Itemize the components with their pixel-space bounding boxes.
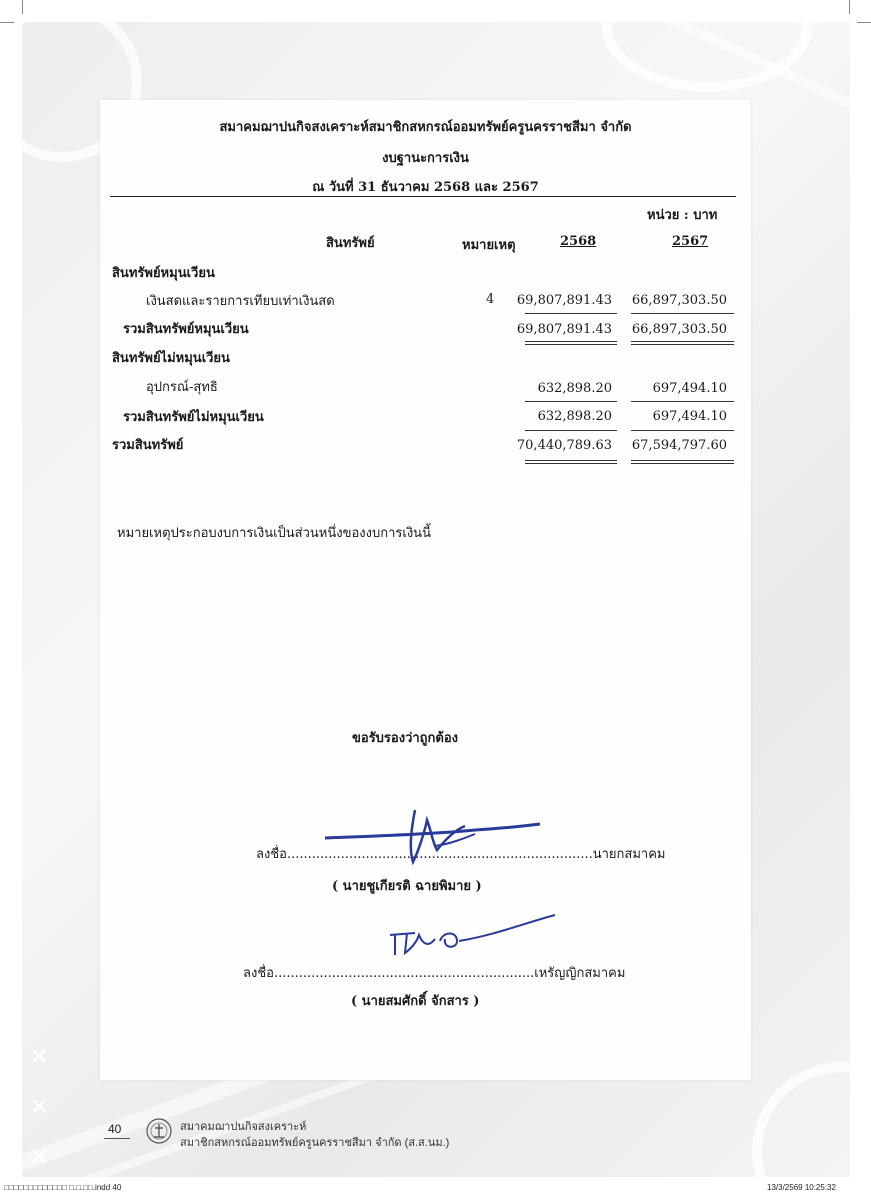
decor-x-icon: ✕	[30, 1145, 49, 1170]
decor-arc	[752, 1062, 850, 1177]
noncurrent-heading: สินทรัพย์ไม่หมุนเวียน	[112, 351, 230, 366]
total-current-2567: 66,897,303.50	[631, 322, 727, 337]
signature-dots: ..........................................................................	[286, 847, 593, 862]
current-assets-heading: สินทรัพย์หมุนเวียน	[112, 266, 215, 281]
total-current-2568: 69,807,891.43	[516, 322, 612, 337]
footer-org-line-1: สมาคมฌาปนกิจสงเคราะห์	[180, 1121, 307, 1133]
col-header-assets: สินทรัพย์	[326, 236, 375, 251]
footer-org-line-2: สมาชิกสหกรณ์ออมทรัพย์ครูนครราชสีมา จำกัด (ส.ส.นม.)	[180, 1137, 450, 1149]
subtotal-rule	[525, 401, 617, 402]
crop-mark	[0, 22, 14, 23]
equipment-2567: 697,494.10	[652, 381, 727, 396]
crop-mark	[849, 0, 850, 14]
signature-treasurer-icon	[385, 905, 565, 965]
subtotal-rule	[525, 313, 617, 314]
certification-text: ขอรับรองว่าถูกต้อง	[352, 731, 459, 746]
crop-mark	[857, 22, 871, 23]
header-rule	[110, 196, 736, 197]
double-rule	[631, 341, 734, 342]
col-header-2567: 2567	[672, 234, 709, 249]
subtotal-rule	[631, 313, 734, 314]
double-rule	[525, 341, 617, 342]
cash-note: 4	[486, 292, 495, 307]
unit-label: หน่วย : บาท	[647, 208, 718, 223]
double-rule	[631, 344, 734, 345]
statement-title: งบฐานะการเงิน	[382, 151, 469, 166]
total-assets-2568: 70,440,789.63	[516, 438, 612, 453]
subtotal-rule	[525, 430, 617, 431]
page-number: 40	[108, 1122, 122, 1136]
equipment-label: อุปกรณ์-สุทธิ	[146, 380, 218, 395]
double-rule	[525, 460, 617, 461]
signature-line-treasurer	[243, 962, 625, 983]
association-logo-icon	[146, 1118, 172, 1144]
financial-statement-sheet	[100, 100, 751, 1080]
total-assets-2567: 67,594,797.60	[631, 438, 727, 453]
total-assets-label: รวมสินทรัพย์	[112, 438, 184, 453]
signer-name-treasurer: ( นายสมศักดิ์ จักสาร )	[351, 994, 480, 1009]
cash-2568: 69,807,891.43	[516, 293, 612, 308]
sign-label: ลงชื่อ	[243, 966, 274, 981]
total-noncurrent-label: รวมสินทรัพย์ไม่หมุนเวียน	[123, 410, 264, 425]
signer-name-president: ( นายชูเกียรติ ฉายพิมาย )	[332, 879, 482, 894]
decor-x-icon: ✕	[30, 1045, 49, 1070]
signature-president-icon	[315, 800, 545, 870]
print-slug-file: □□□□□□□□□□□□□ □.□.□□.indd 40	[4, 1183, 122, 1192]
total-noncurrent-2567: 697,494.10	[652, 409, 727, 424]
equipment-2568: 632,898.20	[537, 381, 612, 396]
subtotal-rule	[631, 430, 734, 431]
total-current-label: รวมสินทรัพย์หมุนเวียน	[123, 322, 249, 337]
cash-2567: 66,897,303.50	[631, 293, 727, 308]
crop-mark	[22, 0, 23, 14]
notes-statement: หมายเหตุประกอบงบการเงินเป็นส่วนหนึ่งของงบการเงินนี้	[117, 526, 431, 541]
double-rule	[631, 460, 734, 461]
total-noncurrent-2568: 632,898.20	[537, 409, 612, 424]
page-number-rule	[104, 1138, 130, 1139]
double-rule	[631, 463, 734, 464]
subtotal-rule	[631, 401, 734, 402]
cash-label: เงินสดและรายการเทียบเท่าเงินสด	[146, 294, 335, 309]
col-header-2568: 2568	[560, 234, 597, 249]
double-rule	[525, 463, 617, 464]
signature-dots: ...............................................................	[273, 966, 535, 981]
double-rule	[525, 344, 617, 345]
org-title: สมาคมฌาปนกิจสงเคราะห์สมาชิกสหกรณ์ออมทรัพย์ครูนครราชสีมา จำกัด	[219, 120, 632, 135]
sign-label: ลงชื่อ	[256, 847, 287, 862]
print-slug-date: 13/3/2569 10:25:32	[767, 1183, 836, 1192]
signer-role: เหรัญญิกสมาคม	[534, 966, 626, 981]
decor-x-icon: ✕	[30, 1095, 49, 1120]
date-line: ณ วันที่ 31 ธันวาคม 2568 และ 2567	[312, 180, 539, 195]
col-header-note: หมายเหตุ	[462, 238, 516, 253]
signer-role: นายกสมาคม	[592, 847, 666, 862]
